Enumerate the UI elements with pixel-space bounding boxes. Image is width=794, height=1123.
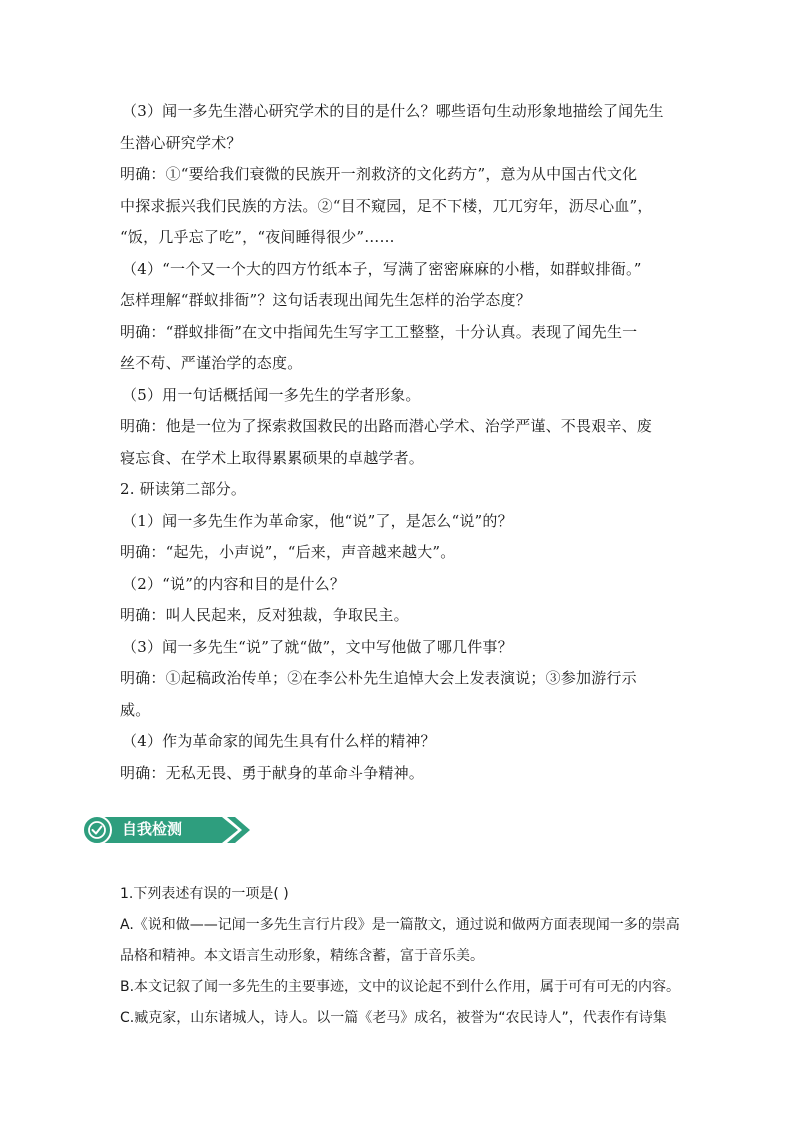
answer-5-line-1: 明确：他是一位为了探索救国救民的出路而潜心学术、治学严谨、不畏艰辛、废 (120, 417, 653, 435)
s2-question-4: （4）作为革命家的闻先生具有什么样的精神？ (122, 732, 436, 750)
option-b: B.本文记叙了闻一多先生的主要事迹，文中的议论起不到什么作用，属于可有可无的内容。 (120, 979, 681, 995)
answer-3-line-2: 中探求振兴我们民族的方法。②“目不窥园，足不下楼，兀兀穷年，沥尽心血”， (120, 197, 653, 215)
question-3-text: （3）闻一多先生潜心研究学术的目的是什么？哪些语句生动形象地描绘了闻先生 (122, 102, 664, 120)
option-a-line-1: A.《说和做——记闻一多先生言行片段》是一篇散文，通过说和做两方面表现闻一多的崇高 (120, 917, 680, 933)
answer-3-line-3: “饭，几乎忘了吃”，“夜间睡得很少”…… (120, 228, 395, 246)
section-2-heading: 2. 研读第二部分。 (120, 480, 247, 498)
answer-4-line-2: 丝不苟、严谨治学的态度。 (120, 354, 303, 372)
option-c: C.臧克家，山东诸城人，诗人。以一篇《老马》成名，被誉为“农民诗人”，代表作有诗集 (120, 1010, 667, 1026)
s2-question-1: （1）闻一多先生作为革命家，他“说”了，是怎么“说”的？ (122, 512, 513, 530)
question-4-line-1: （4）“一个又一个大的四方竹纸本子，写满了密密麻麻的小楷，如群蚁排衙。” (122, 260, 642, 278)
s2-answer-3-line-1: 明确：①起稿政治传单；②在李公朴先生追悼大会上发表演说；③参加游行示 (120, 669, 637, 687)
answer-3-line-1: 明确：①“要给我们衰微的民族开一剂救济的文化药方”，意为从中国古代文化 (120, 165, 638, 183)
question-4-line-2: 怎样理解“群蚁排衙”？这句话表现出闻先生怎样的治学态度？ (120, 291, 531, 309)
s2-answer-2: 明确：叫人民起来，反对独裁，争取民主。 (120, 606, 409, 624)
s2-answer-4: 明确：无私无畏、勇于献身的革命斗争精神。 (120, 764, 425, 782)
s2-answer-3-line-2: 威。 (120, 701, 151, 719)
self-check-title: 自我检测 (122, 820, 183, 838)
option-a-line-2: 品格和精神。本文语言生动形象，精练含蓄，富于音乐美。 (120, 948, 484, 964)
s2-question-3: （3）闻一多先生“说”了就“做”，文中写他做了哪几件事？ (122, 638, 513, 656)
answer-5-line-2: 寝忘食、在学术上取得累累硕果的卓越学者。 (120, 449, 425, 467)
question-3-continued: 生潜心研究学术？ (120, 134, 242, 152)
s2-question-2: （2）“说”的内容和目的是什么？ (122, 575, 346, 593)
test-question-1: 1.下列表述有误的一项是( ) (120, 886, 289, 902)
question-5-text: （5）用一句话概括闻一多先生的学者形象。 (122, 386, 421, 404)
s2-answer-1: 明确：“起先，小声说”，“后来，声音越来越大”。 (120, 543, 456, 561)
answer-4-line-1: 明确：“群蚁排衙”在文中指闻先生写字工工整整，十分认真。表现了闻先生一 (120, 323, 638, 341)
check-badge-icon (83, 816, 111, 844)
